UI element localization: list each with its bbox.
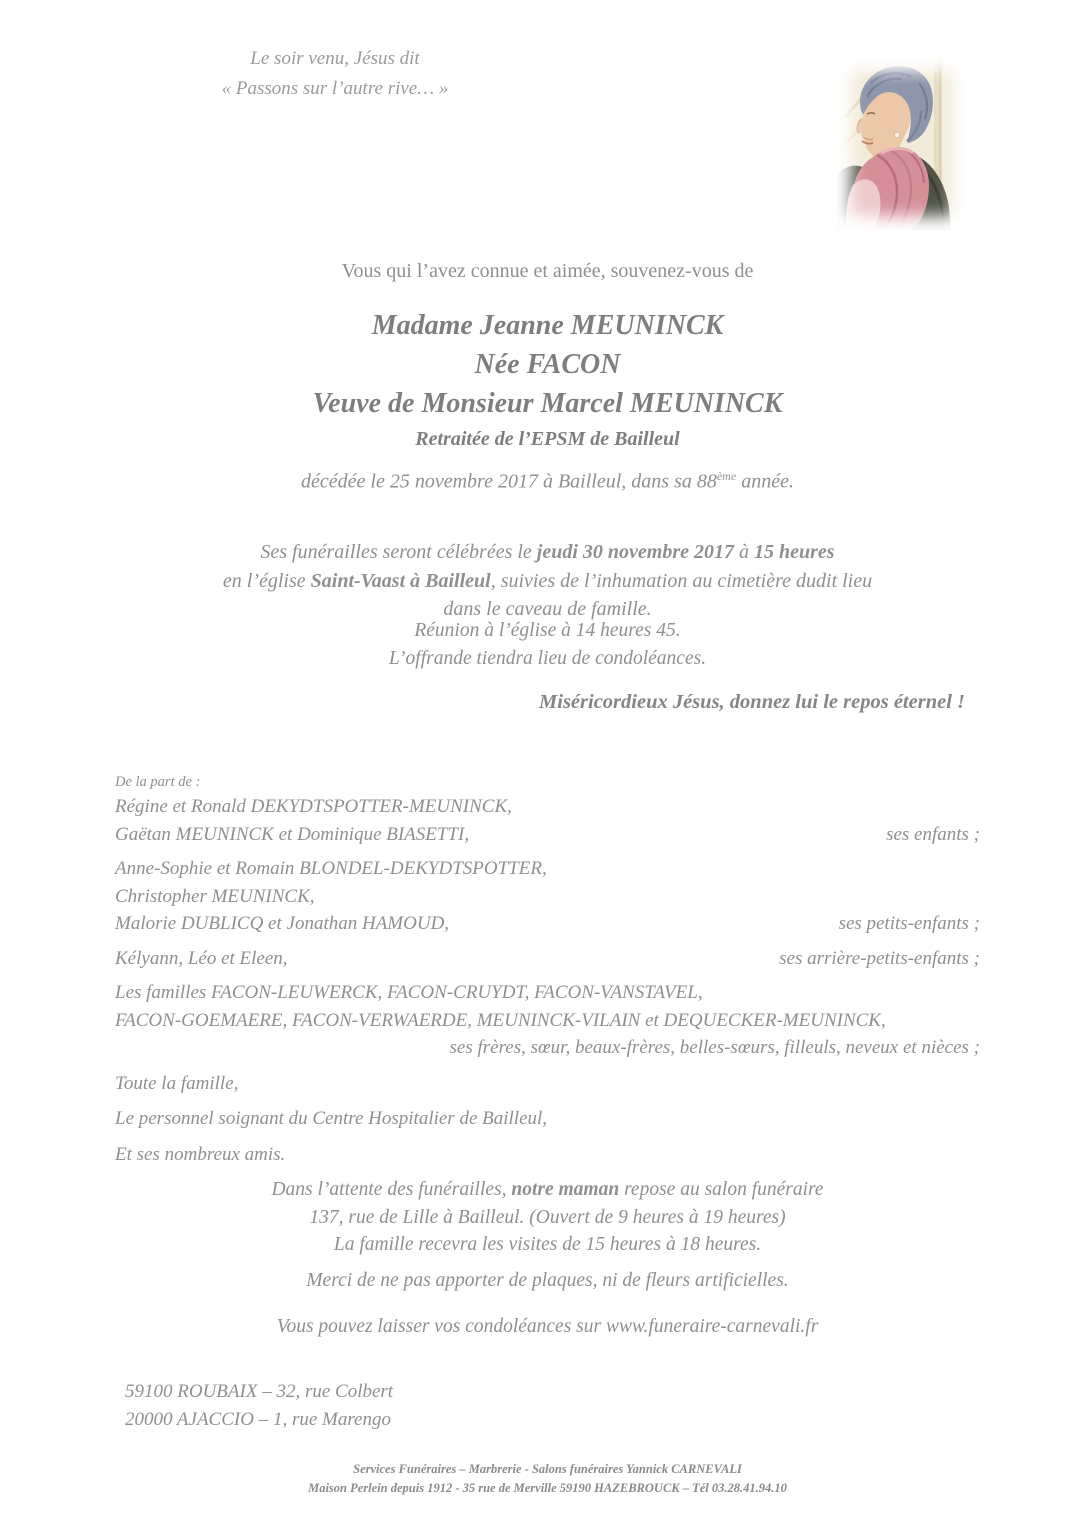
family-name: Toute la famille,	[115, 1072, 239, 1094]
funeral-line-3: dans le caveau de famille.	[443, 598, 652, 620]
family-relation-label: ses petits-enfants ;	[838, 913, 980, 934]
family-relation-label: ses frères, sœur, beaux-frères, belles-sœurs, filleuls, neveux et nièces ;	[449, 1037, 980, 1058]
vigil-line-3: La famille recevra les visites de 15 heures à 18 heures.	[333, 1234, 762, 1255]
vigil-line-2: 137, rue de Lille à Bailleul. (Ouvert de 9 heures à 19 heures)	[309, 1206, 786, 1228]
family-name: Gaëtan MEUNINCK et Dominique BIASETTI,	[115, 823, 470, 845]
funeral-line-1-joiner: à	[734, 541, 755, 563]
vigil-block	[20, 1176, 1075, 1259]
photo-fade-edge	[837, 57, 967, 230]
quote-line-2: « Passons sur l’autre rive… »	[221, 78, 449, 99]
scripture-quote	[168, 44, 502, 104]
intro-line: Vous qui l’avez connue et aimée, souvenez-vous de	[341, 260, 754, 282]
family-row	[115, 883, 980, 911]
death-date-line	[20, 469, 1075, 494]
family-name: FACON-GOEMAERE, FACON-VERWAERDE, MEUNINCK-VILAIN et DEQUECKER-MEUNINCK,	[115, 1009, 886, 1031]
family-name: Le personnel soignant du Centre Hospitalier de Bailleul,	[115, 1108, 548, 1129]
deceased-name-line-2: Née FACON	[474, 349, 621, 380]
family-name: Et ses nombreux amis.	[115, 1143, 286, 1165]
prayer-line: Miséricordieux Jésus, donnez lui le repos éternel !	[539, 691, 965, 713]
vigil-line-1	[20, 1176, 1075, 1204]
death-date-text: décédée le 25 novembre 2017 à Bailleul, dans sa 88	[301, 470, 717, 493]
family-name: Christopher MEUNINCK,	[115, 885, 315, 907]
family-row	[115, 945, 980, 973]
family-row	[115, 979, 980, 1007]
family-relation-label: ses enfants ;	[886, 823, 980, 845]
family-section	[115, 772, 980, 1168]
meeting-line: Réunion à l’église à 14 heures 45.	[414, 620, 681, 641]
family-row	[115, 910, 980, 938]
vigil-line-1-text: Dans l’attente des funérailles,	[271, 1179, 512, 1200]
portrait-photo	[837, 57, 967, 230]
family-heading: De la part de :	[115, 774, 201, 790]
family-row	[115, 1141, 980, 1169]
family-row	[115, 1007, 980, 1035]
family-relation-label: ses arrière-petits-enfants ;	[779, 947, 980, 969]
footer-block	[20, 1460, 1075, 1498]
deceased-name-line-1: Madame Jeanne MEUNINCK	[371, 310, 724, 341]
deceased-name-line-3: Veuve de Monsieur Marcel MEUNINCK	[312, 388, 783, 419]
family-row	[115, 1034, 980, 1062]
family-row	[115, 1070, 980, 1098]
vigil-maman-bold: notre maman	[511, 1179, 620, 1200]
funeral-time: 15 heures	[754, 541, 835, 563]
family-name: Anne-Sophie et Romain BLONDEL-DEKYDTSPOTTER,	[115, 858, 547, 879]
funeral-details	[20, 538, 1075, 624]
address-ajaccio: 20000 AJACCIO – 1, rue Marengo	[125, 1408, 391, 1430]
family-row	[115, 793, 980, 821]
offering-line: L’offrande tiendra lieu de condoléances.	[388, 647, 707, 669]
deceased-name-block	[20, 306, 1075, 452]
vigil-line-1-suffix: repose au salon funéraire	[619, 1179, 824, 1200]
funeral-line-2	[20, 567, 1075, 596]
footer-line-2: Maison Perlein depuis 1912 - 35 rue de Merville 59190 HAZEBROUCK – Tél 03.28.41.94.10	[308, 1481, 787, 1495]
funeral-church: Saint-Vaast à Bailleul	[310, 569, 491, 592]
family-row	[115, 1105, 980, 1133]
family-row	[115, 855, 980, 883]
meeting-block	[20, 617, 1075, 672]
family-name: Malorie DUBLICQ et Jonathan HAMOUD,	[115, 913, 450, 934]
funeral-line-1-text: Ses funérailles seront célébrées le	[260, 541, 537, 563]
family-row	[115, 821, 980, 849]
funeral-date: jeudi 30 novembre 2017	[536, 541, 735, 563]
thanks-line: Merci de ne pas apporter de plaques, ni de fleurs artificielles.	[306, 1270, 789, 1291]
condolences-line: Vous pouvez laisser vos condoléances sur www.funeraire-carnevali.fr	[276, 1316, 819, 1337]
funeral-line-2-suffix: , suivies de l’inhumation au cimetière dudit lieu	[490, 569, 873, 592]
family-name: Kélyann, Léo et Eleen,	[115, 947, 288, 969]
address-roubaix: 59100 ROUBAIX – 32, rue Colbert	[125, 1381, 394, 1402]
addresses-block	[125, 1378, 393, 1433]
funeral-line-2-text: en l’église	[222, 569, 311, 592]
death-date-suffix: année.	[736, 470, 794, 493]
deceased-subtitle: Retraitée de l’EPSM de Bailleul	[415, 428, 680, 450]
footer-line-1: Services Funéraires – Marbrerie - Salons funéraires Yannick CARNEVALI	[353, 1462, 742, 1476]
funeral-line-1	[20, 538, 1075, 567]
death-date-superscript: ème	[716, 469, 737, 483]
family-name: Régine et Ronald DEKYDTSPOTTER-MEUNINCK,	[115, 796, 512, 817]
quote-line-1: Le soir venu, Jésus dit	[250, 48, 420, 69]
family-name: Les familles FACON-LEUWERCK, FACON-CRUYDT, FACON-VANSTAVEL,	[115, 982, 703, 1003]
